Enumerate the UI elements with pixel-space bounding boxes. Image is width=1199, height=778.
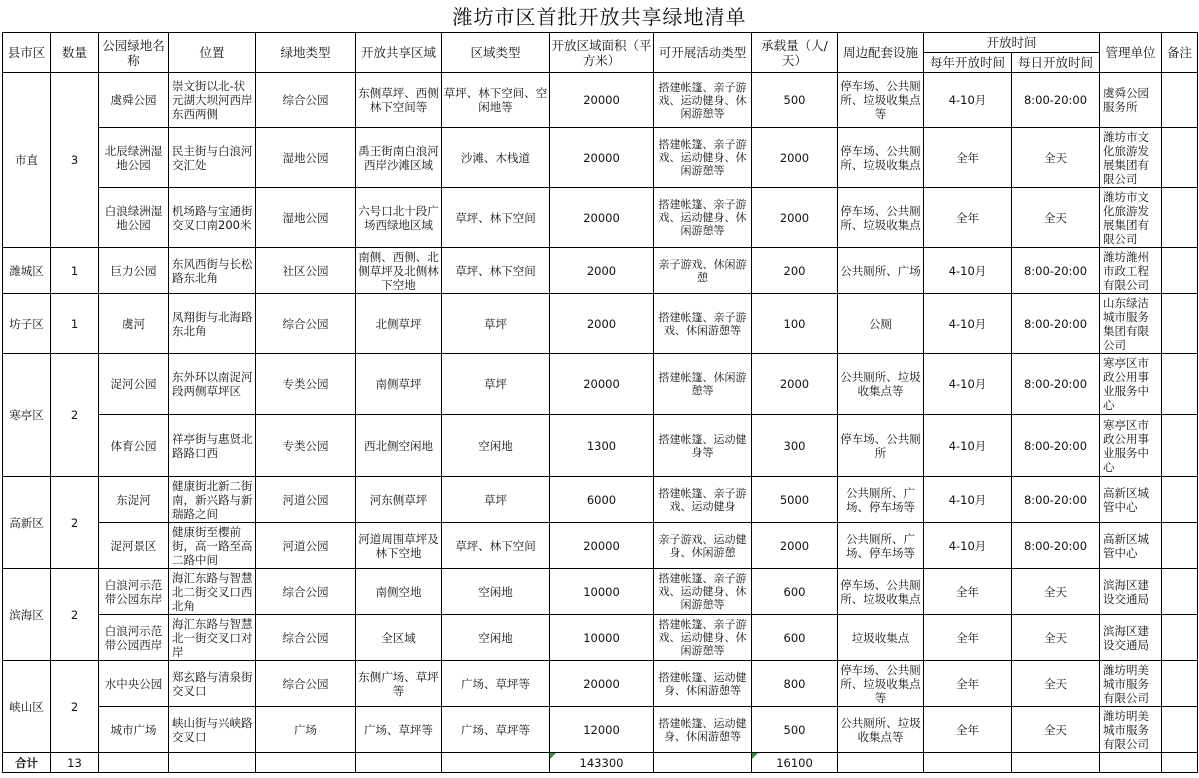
note-cell <box>1162 248 1198 294</box>
count-cell: 1 <box>51 248 99 294</box>
unit-cell: 寒亭区市政公用事业服务中心 <box>1100 415 1162 477</box>
open-area-cell: 禹王街南白浪河西岸沙滩区域 <box>356 128 442 188</box>
unit-cell: 滨海区建设交通局 <box>1100 615 1162 661</box>
header-area-type: 区域类型 <box>442 33 550 73</box>
unit-cell: 潍坊明美城市服务有限公司 <box>1100 707 1162 753</box>
area-size-cell: 20000 <box>550 523 654 569</box>
district-cell: 潍城区 <box>3 248 51 294</box>
capacity-cell: 2000 <box>752 128 838 188</box>
open-area-cell: 河道周围草坪及林下空地 <box>356 523 442 569</box>
note-cell <box>1162 569 1198 615</box>
count-cell: 2 <box>51 569 99 661</box>
facilities-cell: 停车场、公共厕所、垃圾收集点 <box>838 188 924 248</box>
table-row <box>3 707 1198 753</box>
location-cell: 海汇东路与智慧北一街交叉口对岸 <box>169 615 256 661</box>
daily-cell: 8:00-20:00 <box>1012 523 1100 569</box>
area-type-cell: 草坪、林下空间 <box>442 248 550 294</box>
park-name-cell: 北辰绿洲湿地公园 <box>99 128 169 188</box>
park-name-cell: 白浪河示范带公园西岸 <box>99 615 169 661</box>
header-capacity: 承载量（人/天） <box>752 33 838 73</box>
facilities-cell: 公共厕所、广场、停车场等 <box>838 523 924 569</box>
total-area-cell: 143300 <box>550 753 654 773</box>
district-cell: 寒亭区 <box>3 354 51 477</box>
yearly-cell: 4-10月 <box>924 354 1012 415</box>
facilities-cell: 停车场、公共厕所、垃圾收集点等 <box>838 73 924 128</box>
green-type-cell: 专类公园 <box>256 415 356 477</box>
yearly-cell: 全年 <box>924 128 1012 188</box>
location-cell: 郑玄路与清泉街交叉口 <box>169 661 256 707</box>
location-cell: 机场路与宝通街交叉口南200米 <box>169 188 256 248</box>
unit-cell: 潍坊市文化旅游发展集团有限公司 <box>1100 128 1162 188</box>
yearly-cell: 4-10月 <box>924 523 1012 569</box>
green-type-cell: 综合公园 <box>256 569 356 615</box>
activities-cell: 搭建帐篷、亲子游戏、运动健身、休闲游憩等 <box>654 615 752 661</box>
note-cell <box>1162 661 1198 707</box>
facilities-cell: 公共厕所、广场、停车场等 <box>838 477 924 523</box>
park-name-cell: 东浞河 <box>99 477 169 523</box>
park-name-cell: 城市广场 <box>99 707 169 753</box>
unit-cell: 潍坊市文化旅游发展集团有限公司 <box>1100 188 1162 248</box>
capacity-cell: 300 <box>752 415 838 477</box>
header-row <box>3 33 1198 53</box>
capacity-cell: 600 <box>752 615 838 661</box>
capacity-cell: 500 <box>752 707 838 753</box>
area-type-cell: 空闲地 <box>442 615 550 661</box>
unit-cell: 高新区城管中心 <box>1100 477 1162 523</box>
header-facilities: 周边配套设施 <box>838 33 924 73</box>
yearly-cell: 全年 <box>924 188 1012 248</box>
area-size-cell: 2000 <box>550 294 654 354</box>
district-cell: 滨海区 <box>3 569 51 661</box>
green-type-cell: 湿地公园 <box>256 188 356 248</box>
unit-cell: 潍坊潍州市政工程有限公司 <box>1100 248 1162 294</box>
location-cell: 民主街与白浪河交汇处 <box>169 128 256 188</box>
activities-cell: 搭建帐篷、运动健身、休闲游憩等 <box>654 661 752 707</box>
empty-cell <box>442 753 550 773</box>
location-cell: 祥亭街与惠贤北路路口西 <box>169 415 256 477</box>
open-area-cell: 南侧空地 <box>356 569 442 615</box>
note-cell <box>1162 615 1198 661</box>
area-size-cell: 20000 <box>550 73 654 128</box>
green-type-cell: 河道公园 <box>256 477 356 523</box>
note-cell <box>1162 477 1198 523</box>
capacity-cell: 100 <box>752 294 838 354</box>
activities-cell: 搭建帐篷、亲子游戏、运动健身、休闲游憩等 <box>654 73 752 128</box>
park-name-cell: 虞河 <box>99 294 169 354</box>
park-name-cell: 浞河景区 <box>99 523 169 569</box>
yearly-cell: 4-10月 <box>924 415 1012 477</box>
daily-cell: 全天 <box>1012 569 1100 615</box>
open-area-cell: 河东侧草坪 <box>356 477 442 523</box>
table-row <box>3 523 1198 569</box>
daily-cell: 8:00-20:00 <box>1012 73 1100 128</box>
yearly-cell: 全年 <box>924 661 1012 707</box>
activities-cell: 搭建帐篷、亲子游戏、运动健身、休闲游憩等 <box>654 569 752 615</box>
facilities-cell: 停车场、公共厕所、垃圾收集点等 <box>838 661 924 707</box>
facilities-cell: 垃圾收集点 <box>838 615 924 661</box>
yearly-cell: 4-10月 <box>924 477 1012 523</box>
area-type-cell: 草坪、林下空间 <box>442 188 550 248</box>
open-area-cell: 东侧广场、草坪等 <box>356 661 442 707</box>
district-cell: 市直 <box>3 73 51 248</box>
park-name-cell: 白浪河示范带公园东岸 <box>99 569 169 615</box>
park-name-cell: 浞河公园 <box>99 354 169 415</box>
total-row <box>3 753 1198 773</box>
location-cell: 峡山街与兴峡路交叉口 <box>169 707 256 753</box>
facilities-cell: 公共厕所、垃圾收集点等 <box>838 707 924 753</box>
empty-cell <box>169 753 256 773</box>
green-type-cell: 社区公园 <box>256 248 356 294</box>
total-count-cell: 13 <box>51 753 99 773</box>
header-open-time: 开放时间 <box>924 33 1100 53</box>
count-cell: 2 <box>51 661 99 753</box>
total-capacity-cell: 16100 <box>752 753 838 773</box>
location-cell: 凤翔街与北海路东北角 <box>169 294 256 354</box>
facilities-cell: 公厕 <box>838 294 924 354</box>
area-type-cell: 草坪 <box>442 477 550 523</box>
activities-cell: 搭建帐篷、亲子游戏、运动健身、休闲游憩等 <box>654 128 752 188</box>
yearly-cell: 4-10月 <box>924 73 1012 128</box>
count-cell: 2 <box>51 477 99 569</box>
area-type-cell: 广场、草坪等 <box>442 707 550 753</box>
daily-cell: 全天 <box>1012 661 1100 707</box>
area-type-cell: 空闲地 <box>442 569 550 615</box>
yearly-cell: 全年 <box>924 569 1012 615</box>
green-type-cell: 综合公园 <box>256 661 356 707</box>
area-size-cell: 20000 <box>550 354 654 415</box>
yearly-cell: 4-10月 <box>924 248 1012 294</box>
open-area-cell: 六号口北十段广场西绿地区域 <box>356 188 442 248</box>
activities-cell: 亲子游戏、休闲游憩 <box>654 248 752 294</box>
table-body <box>3 73 1198 773</box>
activities-cell: 搭建帐篷、运动健身等 <box>654 415 752 477</box>
header-area-size: 开放区域面积（平方米） <box>550 33 654 73</box>
park-name-cell: 巨力公园 <box>99 248 169 294</box>
empty-cell <box>654 753 752 773</box>
unit-cell: 滨海区建设交通局 <box>1100 569 1162 615</box>
facilities-cell: 停车场、公共厕所 <box>838 415 924 477</box>
daily-cell: 全天 <box>1012 128 1100 188</box>
park-name-cell: 白浪绿洲湿地公园 <box>99 188 169 248</box>
daily-cell: 8:00-20:00 <box>1012 477 1100 523</box>
table-row <box>3 477 1198 523</box>
empty-cell <box>99 753 169 773</box>
activities-cell: 搭建帐篷、亲子游戏、运动健身、休闲游憩等 <box>654 188 752 248</box>
header-note: 备注 <box>1162 33 1198 73</box>
empty-cell <box>256 753 356 773</box>
location-cell: 东外环以南浞河段两侧草坪区 <box>169 354 256 415</box>
table-row <box>3 188 1198 248</box>
park-name-cell: 水中央公园 <box>99 661 169 707</box>
area-size-cell: 10000 <box>550 615 654 661</box>
area-size-cell: 20000 <box>550 661 654 707</box>
park-name-cell: 体育公园 <box>99 415 169 477</box>
green-type-cell: 综合公园 <box>256 615 356 661</box>
table-row <box>3 294 1198 354</box>
table-row <box>3 661 1198 707</box>
area-size-cell: 20000 <box>550 128 654 188</box>
note-cell <box>1162 188 1198 248</box>
table-row <box>3 354 1198 415</box>
table-row <box>3 569 1198 615</box>
area-type-cell: 空闲地 <box>442 415 550 477</box>
activities-cell: 搭建帐篷、亲子游戏、休闲游憩等 <box>654 294 752 354</box>
table-row <box>3 248 1198 294</box>
empty-cell <box>1012 753 1100 773</box>
green-space-table <box>2 32 1198 773</box>
note-cell <box>1162 294 1198 354</box>
district-cell: 坊子区 <box>3 294 51 354</box>
capacity-cell: 600 <box>752 569 838 615</box>
district-cell: 高新区 <box>3 477 51 569</box>
open-area-cell: 西北侧空闲地 <box>356 415 442 477</box>
unit-cell: 虞舜公园服务所 <box>1100 73 1162 128</box>
header-location: 位置 <box>169 33 256 73</box>
daily-cell: 全天 <box>1012 707 1100 753</box>
table-row <box>3 615 1198 661</box>
green-type-cell: 综合公园 <box>256 73 356 128</box>
daily-cell: 8:00-20:00 <box>1012 354 1100 415</box>
open-area-cell: 全区域 <box>356 615 442 661</box>
unit-cell: 潍坊明美城市服务有限公司 <box>1100 661 1162 707</box>
activities-cell: 搭建帐篷、亲子游戏、运动健身 <box>654 477 752 523</box>
empty-cell <box>1100 753 1162 773</box>
green-type-cell: 综合公园 <box>256 294 356 354</box>
empty-cell <box>924 753 1012 773</box>
daily-cell: 8:00-20:00 <box>1012 415 1100 477</box>
header-park-name: 公园绿地名称 <box>99 33 169 73</box>
daily-cell: 全天 <box>1012 188 1100 248</box>
green-type-cell: 湿地公园 <box>256 128 356 188</box>
header-open-area: 开放共享区域 <box>356 33 442 73</box>
daily-cell: 全天 <box>1012 615 1100 661</box>
area-size-cell: 12000 <box>550 707 654 753</box>
header-yearly: 每年开放时间 <box>924 53 1012 73</box>
capacity-cell: 5000 <box>752 477 838 523</box>
header-count: 数量 <box>51 33 99 73</box>
capacity-cell: 2000 <box>752 523 838 569</box>
open-area-cell: 广场、草坪等 <box>356 707 442 753</box>
facilities-cell: 停车场、公共厕所、垃圾收集点 <box>838 128 924 188</box>
area-type-cell: 广场、草坪等 <box>442 661 550 707</box>
empty-cell <box>1162 753 1198 773</box>
facilities-cell: 公共厕所、广场 <box>838 248 924 294</box>
capacity-cell: 2000 <box>752 354 838 415</box>
daily-cell: 8:00-20:00 <box>1012 294 1100 354</box>
area-type-cell: 沙滩、木栈道 <box>442 128 550 188</box>
header-unit: 管理单位 <box>1100 33 1162 73</box>
note-cell <box>1162 707 1198 753</box>
sheet-title: 潍坊市区首批开放共享绿地清单 <box>452 5 747 29</box>
header-district: 县市区 <box>3 33 51 73</box>
unit-cell: 寒亭区市政公用事业服务中心 <box>1100 354 1162 415</box>
area-size-cell: 20000 <box>550 188 654 248</box>
note-cell <box>1162 354 1198 415</box>
yearly-cell: 全年 <box>924 707 1012 753</box>
facilities-cell: 公共厕所、垃圾收集点等 <box>838 354 924 415</box>
capacity-cell: 2000 <box>752 188 838 248</box>
yearly-cell: 4-10月 <box>924 294 1012 354</box>
activities-cell: 搭建帐篷、休闲游憩等 <box>654 354 752 415</box>
capacity-cell: 200 <box>752 248 838 294</box>
empty-cell <box>356 753 442 773</box>
location-cell: 海汇东路与智慧北二街交叉口西北角 <box>169 569 256 615</box>
unit-cell: 山东绿洁城市服务集团有限公司 <box>1100 294 1162 354</box>
district-cell: 峡山区 <box>3 661 51 753</box>
header-activities: 可开展活动类型 <box>654 33 752 73</box>
open-area-cell: 北侧草坪 <box>356 294 442 354</box>
header-daily: 每日开放时间 <box>1012 53 1100 73</box>
location-cell: 崇文街以北-状元湖大坝河西岸东西两侧 <box>169 73 256 128</box>
note-cell <box>1162 73 1198 128</box>
yearly-cell: 全年 <box>924 615 1012 661</box>
capacity-cell: 500 <box>752 73 838 128</box>
area-size-cell: 1300 <box>550 415 654 477</box>
daily-cell: 8:00-20:00 <box>1012 248 1100 294</box>
facilities-cell: 停车场、公共厕所、垃圾收集点 <box>838 569 924 615</box>
header-green-type: 绿地类型 <box>256 33 356 73</box>
location-cell: 健康街北新二街南，新兴路与新瑞路之间 <box>169 477 256 523</box>
note-cell <box>1162 523 1198 569</box>
open-area-cell: 南侧、西侧、北侧草坪及北侧林下空地 <box>356 248 442 294</box>
green-type-cell: 河道公园 <box>256 523 356 569</box>
green-type-cell: 专类公园 <box>256 354 356 415</box>
area-type-cell: 草坪、林下空间、空闲地等 <box>442 73 550 128</box>
count-cell: 1 <box>51 294 99 354</box>
area-size-cell: 6000 <box>550 477 654 523</box>
area-type-cell: 草坪 <box>442 354 550 415</box>
area-type-cell: 草坪 <box>442 294 550 354</box>
table-row <box>3 128 1198 188</box>
open-area-cell: 东侧草坪、西侧林下空间等 <box>356 73 442 128</box>
unit-cell: 高新区城管中心 <box>1100 523 1162 569</box>
note-cell <box>1162 415 1198 477</box>
area-size-cell: 2000 <box>550 248 654 294</box>
area-type-cell: 草坪、林下空间 <box>442 523 550 569</box>
area-size-cell: 10000 <box>550 569 654 615</box>
table-row <box>3 73 1198 128</box>
capacity-cell: 800 <box>752 661 838 707</box>
activities-cell: 亲子游戏、运动健身、休闲游憩 <box>654 523 752 569</box>
location-cell: 健康街至樱前街，高一路至高二路中间 <box>169 523 256 569</box>
total-label-cell: 合计 <box>3 753 51 773</box>
note-cell <box>1162 128 1198 188</box>
table-row <box>3 415 1198 477</box>
empty-cell <box>838 753 924 773</box>
open-area-cell: 南侧草坪 <box>356 354 442 415</box>
count-cell: 3 <box>51 73 99 248</box>
activities-cell: 搭建帐篷、运动健身、休闲游憩等 <box>654 707 752 753</box>
park-name-cell: 虞舜公园 <box>99 73 169 128</box>
count-cell: 2 <box>51 354 99 477</box>
location-cell: 东风西街与长松路东北角 <box>169 248 256 294</box>
green-type-cell: 广场 <box>256 707 356 753</box>
